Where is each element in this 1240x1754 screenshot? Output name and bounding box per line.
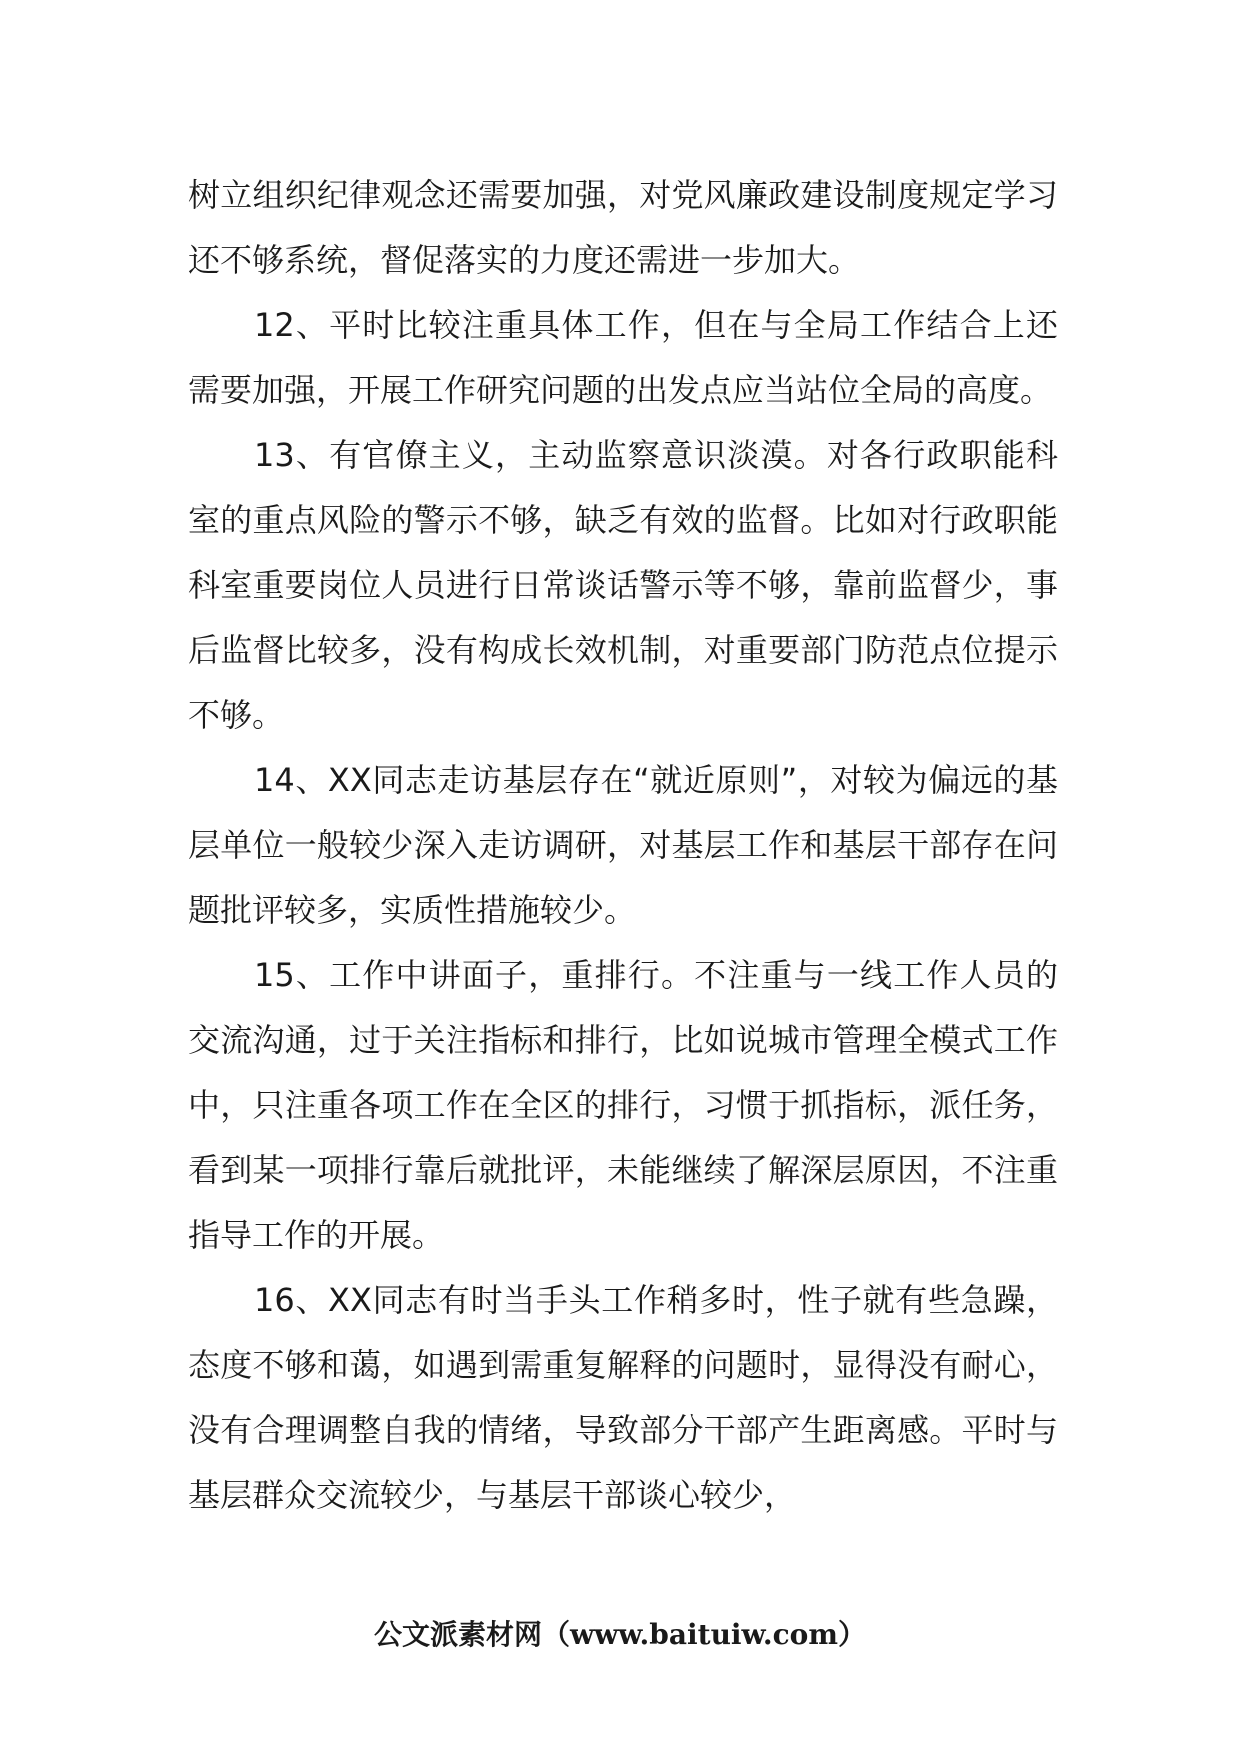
- paragraph-item-16: 16、XX同志有时当手头工作稍多时，性子就有些急躁，态度不够和蔼，如遇到需重复解释的问题时，显得没有耐心，没有合理调整自我的情绪，导致部分干部产生距离感。平时与基层群众交流较少，与基层干部谈心较少，: [188, 1281, 1058, 1514]
- paragraph-item-13: 13、有官僚主义，主动监察意识淡漠。对各行政职能科室的重点风险的警示不够，缺乏有效的监督。比如对行政职能科室重要岗位人员进行日常谈话警示等不够，靠前监督少，事后监督比较多，没有构成长效机制，对重要部门防范点位提示不够。: [188, 436, 1058, 734]
- paragraph-item-15: 15、工作中讲面子，重排行。不注重与一线工作人员的交流沟通，过于关注指标和排行，比如说城市管理全模式工作中，只注重各项工作在全区的排行，习惯于抓指标，派任务，看到某一项排行靠后就批评，未能继续了解深层原因，不注重指导工作的开展。: [188, 956, 1058, 1254]
- paragraph-continuation: 树立组织纪律观念还需要加强，对党风廉政建设制度规定学习还不够系统，督促落实的力度还需进一步加大。: [188, 176, 1058, 279]
- document-body: [188, 163, 1058, 1528]
- paragraph-item-12: 12、平时比较注重具体工作，但在与全局工作结合上还需要加强，开展工作研究问题的出发点应当站位全局的高度。: [188, 306, 1058, 409]
- page-footer-watermark: 公文派素材网（www.baituiw.com）: [374, 1618, 866, 1651]
- paragraph-item-14: 14、XX同志走访基层存在“就近原则”，对较为偏远的基层单位一般较少深入走访调研，对基层工作和基层干部存在问题批评较多，实质性措施较少。: [188, 761, 1058, 929]
